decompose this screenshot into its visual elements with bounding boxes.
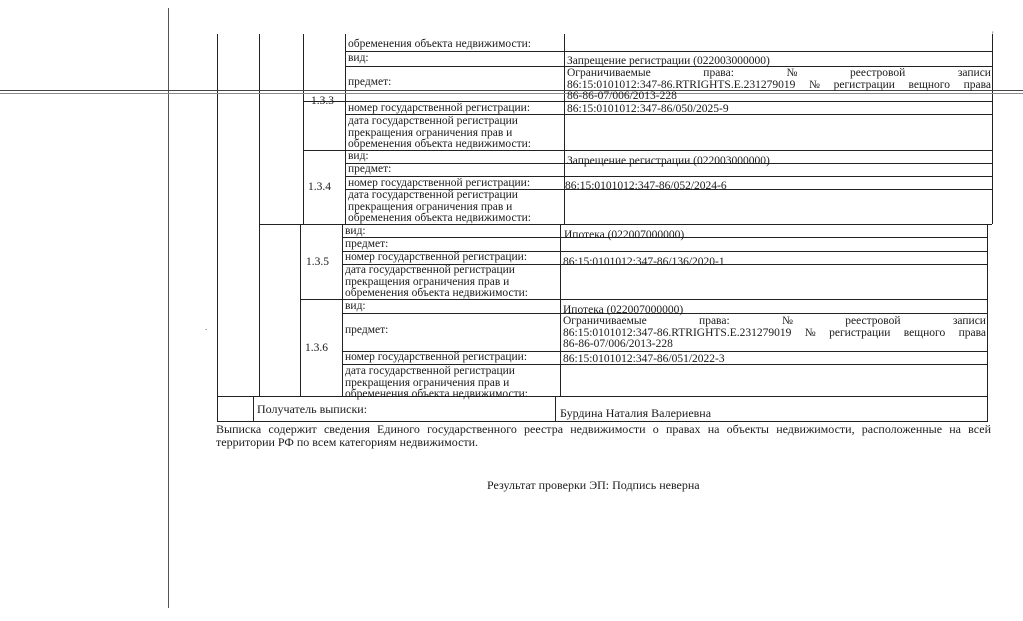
word: реестровой (845, 315, 901, 327)
row-value-regnum: 86:15:0101012:347-86/051/2022-3 (563, 353, 725, 365)
table-col-2 (303, 34, 304, 224)
section-number: 1.3.4 (308, 181, 331, 193)
left-dot-mark: . (205, 322, 208, 332)
word: 86:15:0101012:347-86.RTRIGHTS.E.231279019 (567, 78, 796, 91)
label-line: прекращения ограничения прав и (348, 126, 513, 139)
subject-line-3 (563, 339, 986, 351)
subject-line-1 (567, 68, 991, 80)
row-value-regnum: 86:15:0101012:347-86/052/2024-6 (565, 180, 727, 192)
recipient-col-line (555, 396, 556, 421)
label-line: прекращения ограничения прав и (345, 275, 510, 288)
row-label-regnum: номер государственной регистрации: (348, 177, 531, 189)
row-value-kind: Ипотека (022007000000) (564, 229, 685, 241)
word: регистрации (829, 326, 891, 339)
label-line: дата государственной регистрации (348, 115, 518, 127)
table-col-3 (345, 34, 346, 224)
row-label-kind: вид: (348, 150, 369, 162)
subject-line-3 (567, 91, 991, 103)
row-label-encumbrance: обременения объекта недвижимости: (348, 38, 531, 50)
recipient-left-col (253, 396, 254, 421)
row-label-subject: предмет: (348, 76, 392, 88)
label-line: обременения объекта недвижимости: (345, 388, 528, 400)
word: вещного (908, 78, 950, 91)
word: Ограничиваемые (567, 67, 651, 79)
row-value-kind: Ипотека (022007000000) (563, 304, 684, 316)
row-label-subject: предмет: (348, 163, 392, 175)
word: записи (957, 67, 991, 79)
word: № (804, 326, 816, 339)
section-number: 1.3.6 (305, 342, 328, 354)
word: права (958, 326, 986, 339)
recipient-label: Получатель выписки: (257, 402, 368, 416)
row-line (345, 51, 993, 52)
row-value-subject (563, 316, 986, 351)
table-right-border (992, 34, 993, 224)
section-number: 1.3.5 (306, 256, 329, 268)
row-label-regnum: номер государственной регистрации: (345, 351, 528, 363)
label-line: обременения объекта недвижимости: (348, 138, 531, 150)
label-line: прекращения ограничения прав и (348, 200, 513, 213)
word: записи (952, 315, 986, 327)
row-value-kind: Запрещение регистрации (022003000000) (567, 55, 770, 67)
word: вещного (903, 326, 946, 339)
row-value-regnum: 86:15:0101012:347-86/136/2020-1 (563, 256, 725, 268)
row-value-kind: Запрещение регистрации (022003000000) (567, 155, 770, 167)
word: права: (699, 315, 730, 327)
row-label-termination-date (345, 265, 528, 300)
word: № (786, 67, 798, 79)
word: 86-86-07/006/2013-228 (567, 90, 677, 102)
table-col-1 (259, 34, 260, 396)
word: 86-86-07/006/2013-228 (563, 338, 673, 350)
row-label-kind: вид: (345, 225, 366, 237)
corner-mark: ' (992, 30, 994, 40)
row-label-termination-date (345, 366, 528, 401)
page-left-edge (168, 8, 169, 608)
extract-statement: Выписка содержит сведения Единого государственного реестра недвижимости о правах на объекты недвижимости, расположенные на всей территории РФ по всем категориям недвижимости. (216, 422, 991, 449)
label-line: обременения объекта недвижимости: (345, 287, 528, 299)
table-col-4 (564, 34, 565, 224)
word: № (808, 78, 820, 91)
row-label-regnum: номер государственной регистрации: (345, 251, 528, 263)
label-line: дата государственной регистрации (348, 189, 518, 201)
row-label-kind: вид: (345, 300, 366, 312)
row-label-termination-date (348, 116, 531, 151)
label-line: обременения объекта недвижимости: (348, 212, 531, 224)
word: 86:15:0101012:347-86.RTRIGHTS.E.231279019 (563, 326, 792, 339)
recipient-value: Бурдина Наталия Валериевна (560, 406, 712, 420)
word: реестровой (850, 67, 906, 79)
row-value-subject (567, 68, 991, 103)
row-label-subject: предмет: (345, 324, 389, 336)
subject-line-1 (563, 316, 986, 328)
signature-check-result: Результат проверки ЭП: Подпись неверна (487, 478, 700, 492)
word: регистрации (833, 78, 895, 91)
row-label-kind: вид: (348, 52, 369, 64)
row-line (217, 396, 988, 397)
label-line: дата государственной регистрации (345, 264, 515, 276)
word: права: (703, 67, 734, 79)
row-value-regnum: 86:15:0101012:347-86/050/2025-9 (567, 103, 729, 115)
label-line: дата государственной регистрации (345, 365, 515, 377)
row-label-regnum: номер государственной регистрации: (348, 102, 531, 114)
word: № (781, 315, 793, 327)
section-number: 1.3.3 (311, 95, 334, 107)
word: права (963, 78, 991, 91)
label-line: прекращения ограничения прав и (345, 376, 510, 389)
row-label-subject: предмет: (345, 238, 389, 250)
table-col-3b (342, 224, 343, 396)
table-col-2b (300, 224, 301, 396)
table-col-4b (560, 224, 561, 396)
table-right-border-b (987, 224, 988, 421)
word: Ограничиваемые (563, 315, 647, 327)
row-label-termination-date (348, 190, 531, 225)
